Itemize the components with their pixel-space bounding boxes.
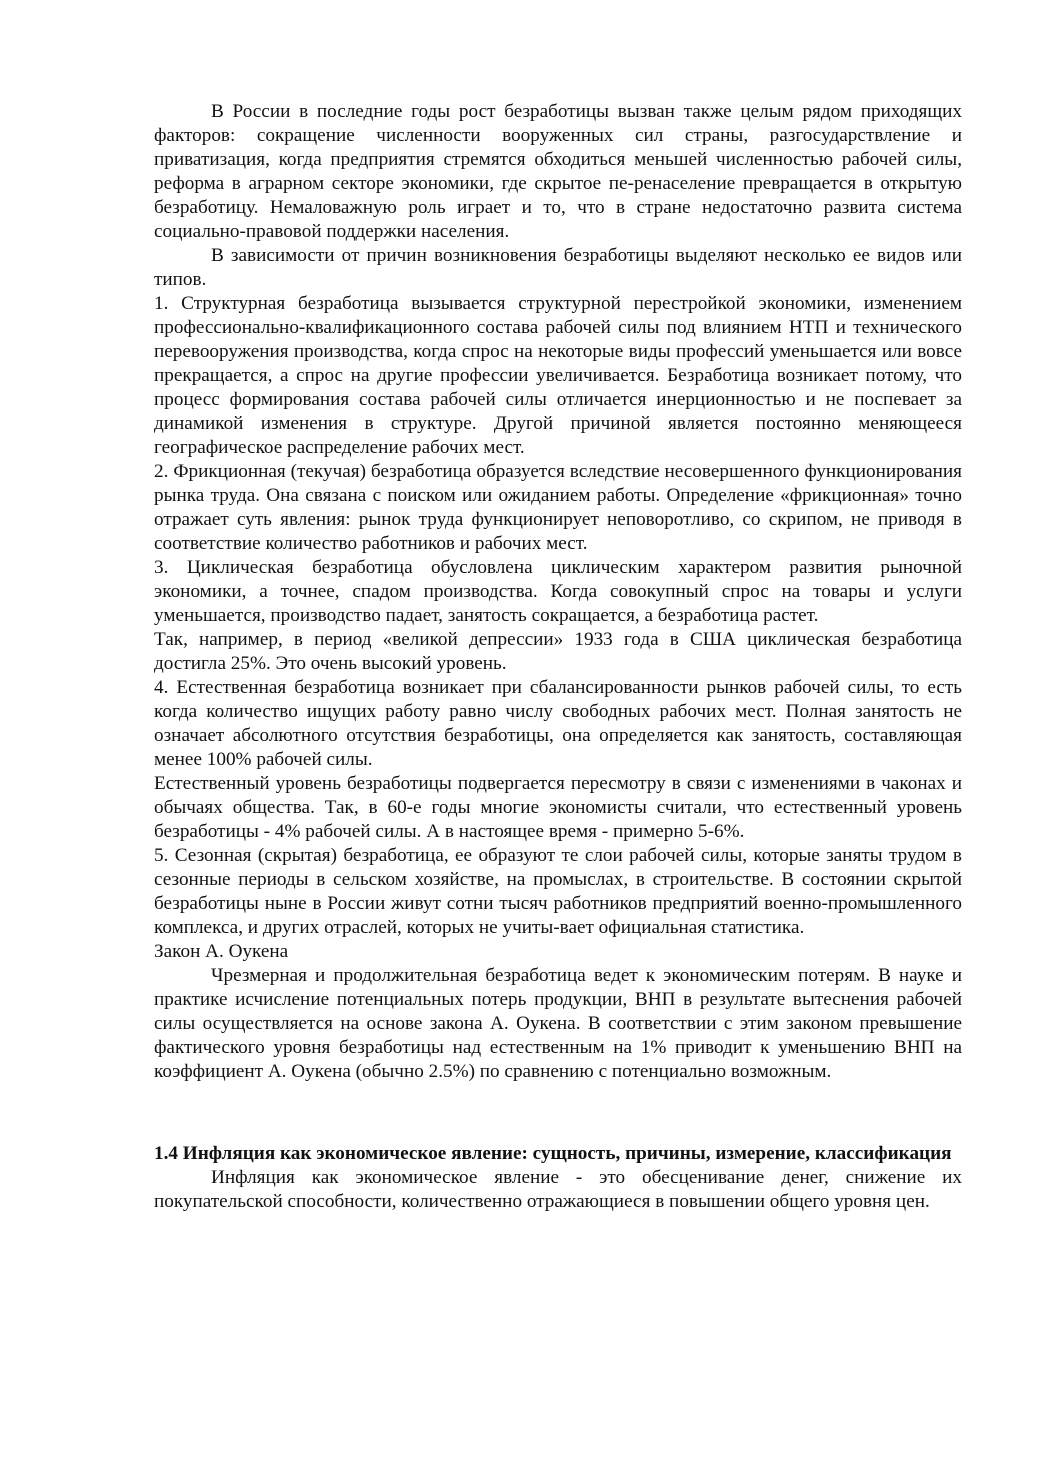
paragraph-great-depression-example: Так, например, в период «великой депрессии» 1933 года в США циклическая безработица достигла 25%. Это очень высокий уровень. bbox=[154, 629, 962, 674]
paragraph-frictional-unemployment: 2. Фрикционная (текучая) безработица образуется вследствие несовершенного функционирования рынка труда. Она связана с поиском или ожиданием работы. Определение «фрикционная» точно отражает суть явления: рынок труда функционирует неповоротливо, со скрипом, не приводя в соответствие количество работников и рабочих мест. bbox=[154, 461, 962, 554]
paragraph-unemployment-factors: В России в последние годы рост безработицы вызван также целым рядом приходящих факторов: сокращение численности вооруженных сил страны, разгосударствление и приватизация, когда предприятия стремятся обходиться меньшей численностью рабочей силы, реформа в аграрном секторе экономики, где скрытое пе-ренаселение превращается в открытую безработицу. Немаловажную роль играет и то, что в стране недостаточно развита система социально-правовой поддержки населения. bbox=[154, 101, 962, 242]
document-page bbox=[154, 100, 962, 1214]
section-heading-inflation: 1.4 Инфляция как экономическое явление: сущность, причины, измерение, классификация bbox=[154, 1143, 952, 1164]
paragraph-structural-unemployment: 1. Структурная безработица вызывается структурной перестройкой экономики, изменением профессионально-квалификационного состава рабочей силы под влиянием НТП и технического перевооружения производства, когда спрос на некоторые виды профессий уменьшается или вовсе прекращается, а спрос на другие профессии увеличивается. Безработица возникает потому, что процесс формирования состава рабочей силы отличается инерционностью и не поспевает за динамикой изменения в структуре. Другой причиной является постоянно меняющееся географическое распределение рабочих мест. bbox=[154, 293, 962, 458]
paragraph-natural-unemployment: 4. Естественная безработица возникает при сбалансированности рынков рабочей силы, то есть когда количество ищущих работу равно числу свободных рабочих мест. Полная занятость не означает абсолютного отсутствия безработицы, она определяется как занятость, составляющая менее 100% рабочей силы. bbox=[154, 677, 962, 770]
paragraph-unemployment-types-intro: В зависимости от причин возникновения безработицы выделяют несколько ее видов или типов. bbox=[154, 245, 962, 290]
paragraph-seasonal-unemployment: 5. Сезонная (скрытая) безработица, ее образуют те слои рабочей силы, которые заняты трудом в сезонные периоды в сельском хозяйстве, на промыслах, в строительстве. В состоянии скрытой безработицы ныне в России живут сотни тысяч работников предприятий военно-промышленного комплекса, и других отраслей, которых не учиты-вает официальная статистика. bbox=[154, 845, 962, 938]
paragraph-okun-law: Чрезмерная и продолжительная безработица ведет к экономическим потерям. В науке и практике исчисление потенциальных потерь продукции, ВНП в результате вытеснения рабочей силы осуществляется на основе закона А. Оукена. В соответствии с этим законом превышение фактического уровня безработицы над естественным на 1% приводит к уменьшению ВНП на коэффициент А. Оукена (обычно 2.5%) по сравнению с потенциально возможным. bbox=[154, 965, 962, 1082]
paragraph-okun-law-title: Закон А. Оукена bbox=[154, 941, 289, 962]
section-spacer bbox=[154, 1084, 962, 1142]
paragraph-natural-rate-revision: Естественный уровень безработицы подвергается пересмотру в связи с изменениями в чаконах и обычаях общества. Так, в 60-е годы многие экономисты считали, что естественный уровень безработицы - 4% рабочей силы. А в настоящее время - примерно 5-6%. bbox=[154, 773, 962, 842]
paragraph-inflation-definition: Инфляция как экономическое явление - это обесценивание денег, снижение их покупательской способности, количественно отражающиеся в повышении общего уровня цен. bbox=[154, 1167, 962, 1212]
paragraph-cyclical-unemployment: 3. Циклическая безработица обусловлена циклическим характером развития рыночной экономики, а точнее, спадом производства. Когда совокупный спрос на товары и услуги уменьшается, производство падает, занятость сокращается, а безработица растет. bbox=[154, 557, 962, 626]
